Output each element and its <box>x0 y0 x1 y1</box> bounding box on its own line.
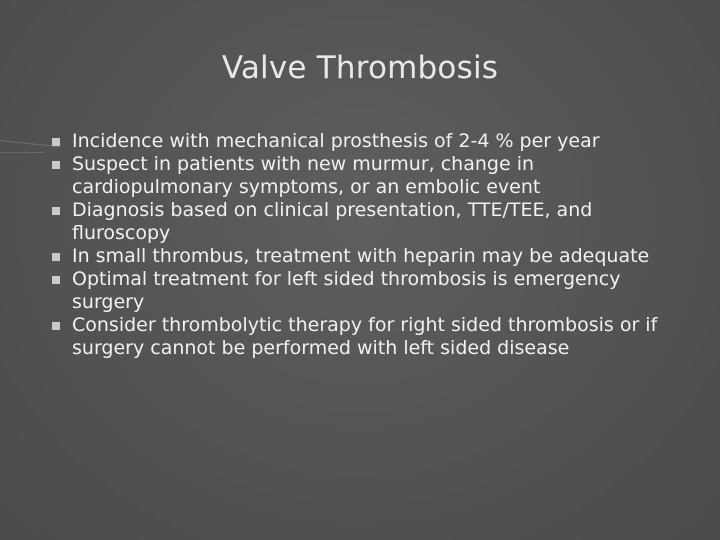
square-bullet-icon <box>52 322 60 330</box>
slide-title: Valve Thrombosis <box>221 50 499 86</box>
bullet-text: Suspect in patients with new murmur, change in cardiopulmonary symptoms, or an embolic event <box>72 153 541 198</box>
decorative-line <box>0 140 60 147</box>
bullet-text: Incidence with mechanical prosthesis of 2-4 % per year <box>72 130 600 152</box>
bullet-text: Diagnosis based on clinical presentation, TTE/TEE, and fluroscopy <box>72 199 593 244</box>
bullet-item <box>52 245 692 268</box>
bullet-text: Consider thrombolytic therapy for right sided thrombosis or if surgery cannot be performed with left sided disease <box>72 314 658 359</box>
square-bullet-icon <box>52 253 60 261</box>
square-bullet-icon <box>52 161 60 169</box>
bullet-list <box>52 130 692 360</box>
square-bullet-icon <box>52 207 60 215</box>
bullet-text: Optimal treatment for left sided thrombosis is emergency surgery <box>72 268 621 313</box>
square-bullet-icon <box>52 138 60 146</box>
bullet-text: In small thrombus, treatment with heparin may be adequate <box>72 245 650 267</box>
bullet-item <box>52 199 692 245</box>
bullet-item <box>52 130 692 153</box>
decorative-line <box>0 152 44 153</box>
bullet-item <box>52 268 692 314</box>
bullet-item <box>52 314 692 360</box>
square-bullet-icon <box>52 276 60 284</box>
bullet-item <box>52 153 692 199</box>
